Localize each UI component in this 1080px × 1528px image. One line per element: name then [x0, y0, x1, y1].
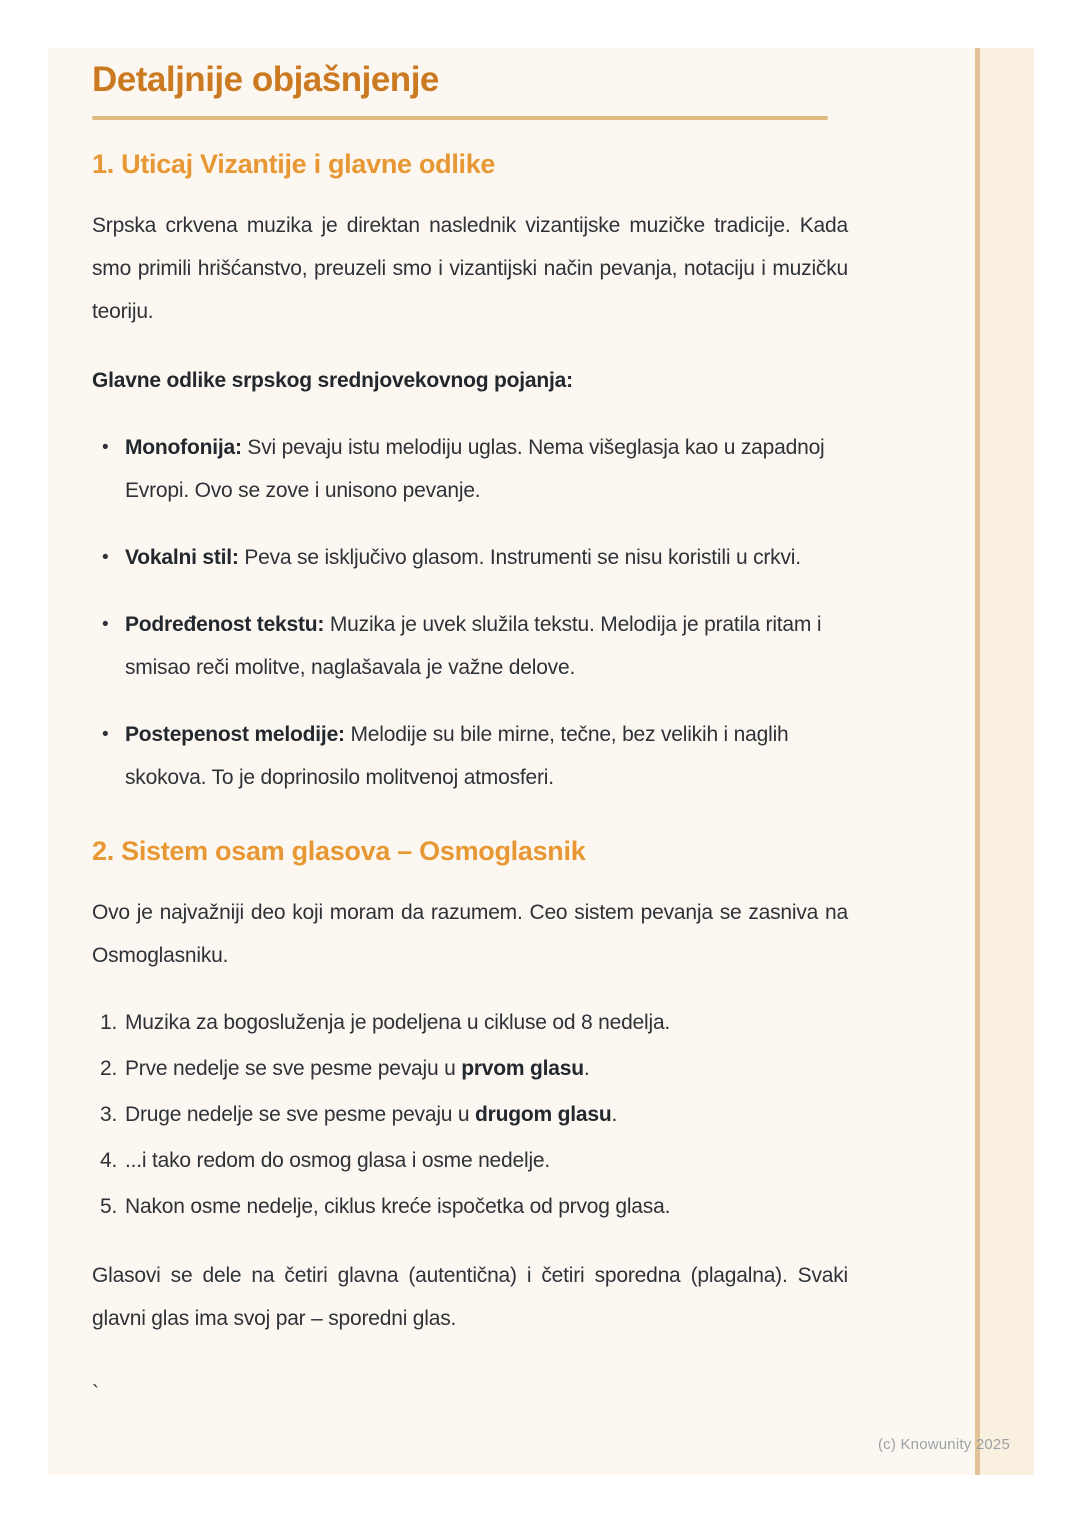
- title-divider: [92, 116, 828, 120]
- item-number: 5.: [100, 1195, 118, 1218]
- item-suffix: .: [611, 1103, 618, 1126]
- list-item: [92, 713, 848, 799]
- document-page: [48, 48, 1034, 1475]
- list-item-text: Svi pevaju istu melodiju uglas. Nema višeglasja kao u zapadnoj Evropi. Ovo se zove i unisono pevanje.: [125, 436, 825, 502]
- numbered-item: [92, 1139, 848, 1182]
- section1-bullet-list: [92, 426, 848, 799]
- list-item-term: Vokalni stil:: [125, 546, 239, 569]
- numbered-item: [92, 1185, 848, 1228]
- bullet-icon: •: [102, 614, 109, 635]
- list-item: [92, 603, 848, 689]
- item-text: Muzika za bogosluženja je podeljena u cikluse od 8 nedelja.: [125, 1011, 671, 1034]
- section1-heading: 1. Uticaj Vizantije i glavne odlike: [92, 149, 496, 179]
- section2-outro-paragraph: Glasovi se dele na četiri glavna (autentična) i četiri sporedna (plagalna). Svaki glavni glas ima svoj par – sporedni glas.: [92, 1264, 848, 1330]
- document-content: [92, 48, 848, 1415]
- section1-list-title: Glavne odlike srpskog srednjovekovnog pojanja:: [92, 369, 573, 392]
- numbered-item: [92, 1001, 848, 1044]
- section2-numbered-list: [92, 1001, 848, 1228]
- item-bold-text: prvom glasu: [461, 1057, 584, 1080]
- list-item: [92, 426, 848, 512]
- page-title: Detaljnije objašnjenje: [92, 60, 439, 99]
- list-item-text: Melodije su bile mirne, tečne, bez velikih i naglih skokova. To je doprinosilo molitvenoj atmosferi.: [125, 723, 789, 789]
- list-item-text: Peva se isključivo glasom. Instrumenti se nisu koristili u crkvi.: [238, 546, 801, 569]
- section1-intro-paragraph: Srpska crkvena muzika je direktan naslednik vizantijske muzičke tradicije. Kada smo primili hrišćanstvo, preuzeli smo i vizantijski način pevanja, notaciju i muzičku teoriju.: [92, 214, 848, 323]
- item-number: 3.: [100, 1103, 118, 1126]
- item-number: 4.: [100, 1149, 118, 1172]
- numbered-item: [92, 1047, 848, 1090]
- bullet-icon: •: [102, 547, 109, 568]
- section2-heading: 2. Sistem osam glasova – Osmoglasnik: [92, 836, 586, 866]
- item-bold-text: drugom glasu: [475, 1103, 612, 1126]
- item-text: Prve nedelje se sve pesme pevaju u: [125, 1057, 462, 1080]
- item-text: Druge nedelje se sve pesme pevaju u: [125, 1103, 476, 1126]
- item-suffix: .: [583, 1057, 590, 1080]
- bullet-icon: •: [102, 724, 109, 745]
- item-text: Nakon osme nedelje, ciklus kreće ispočetka od prvog glasa.: [125, 1195, 671, 1218]
- page-edge-strip: [975, 48, 1034, 1475]
- item-text: ...i tako redom do osmog glasa i osme nedelje.: [125, 1149, 551, 1172]
- list-item-term: Podređenost tekstu:: [125, 613, 325, 636]
- section2-intro-paragraph: Ovo je najvažniji deo koji moram da razumem. Ceo sistem pevanja se zasniva na Osmoglasniku.: [92, 901, 848, 967]
- list-item-text: Muzika je uvek služila tekstu. Melodija je pratila ritam i smisao reči molitve, naglašavala je važne delove.: [125, 613, 822, 679]
- list-item-term: Monofonija:: [125, 436, 242, 459]
- list-item-term: Postepenost melodije:: [125, 723, 345, 746]
- bullet-icon: •: [102, 437, 109, 458]
- numbered-item: [92, 1093, 848, 1136]
- item-number: 2.: [100, 1057, 118, 1080]
- list-item: [92, 536, 848, 579]
- stray-backtick-mark: `: [92, 1382, 99, 1405]
- copyright-watermark: (c) Knowunity 2025: [877, 1436, 1010, 1453]
- item-number: 1.: [100, 1011, 118, 1034]
